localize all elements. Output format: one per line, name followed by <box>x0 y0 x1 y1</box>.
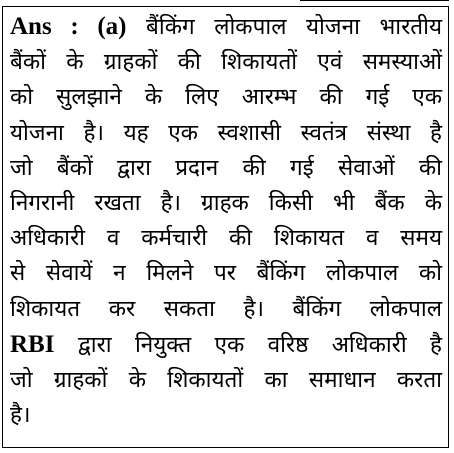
answer-line-8: से सेवायें न मिलने पर बैंकिंग लोकपाल को <box>10 260 442 287</box>
answer-line-2: बैंकों के ग्राहकों की शिकायतों एवं समस्याओं <box>10 49 442 76</box>
answer-line-6: निगरानी रखता है। ग्राहक किसी भी बैंक के <box>10 190 442 217</box>
answer-line-10-text: द्वारा नियुक्त एक वरिष्ठ अधिकारी है <box>77 331 442 358</box>
answer-line-1-text: बैंकिंग लोकपाल योजना भारतीय <box>146 14 442 40</box>
answer-text <box>10 9 442 433</box>
answer-line-12: है। <box>10 402 31 429</box>
top-rule <box>300 0 449 4</box>
answer-line-1 <box>10 9 442 45</box>
answer-line-7: अधिकारी व कर्मचारी की शिकायत व समय <box>10 225 442 252</box>
answer-line-5: जो बैंकों द्वारा प्रदान की गई सेवाओं की <box>10 154 442 181</box>
answer-line-4: योजना है। यह एक स्वशासी स्वतंत्र संस्था है <box>10 119 442 146</box>
answer-line-11: जो ग्राहकों के शिकायतों का समाधान करता <box>10 367 442 394</box>
rbi-abbreviation: RBI <box>10 330 55 358</box>
answer-lead: Ans : (a) <box>10 13 127 40</box>
answer-line-3: को सुलझाने के लिए आरम्भ की गई एक <box>10 84 442 111</box>
answer-line-10 <box>10 327 442 363</box>
answer-line-9: शिकायत कर सकता है। बैंकिंग लोकपाल <box>10 295 442 322</box>
